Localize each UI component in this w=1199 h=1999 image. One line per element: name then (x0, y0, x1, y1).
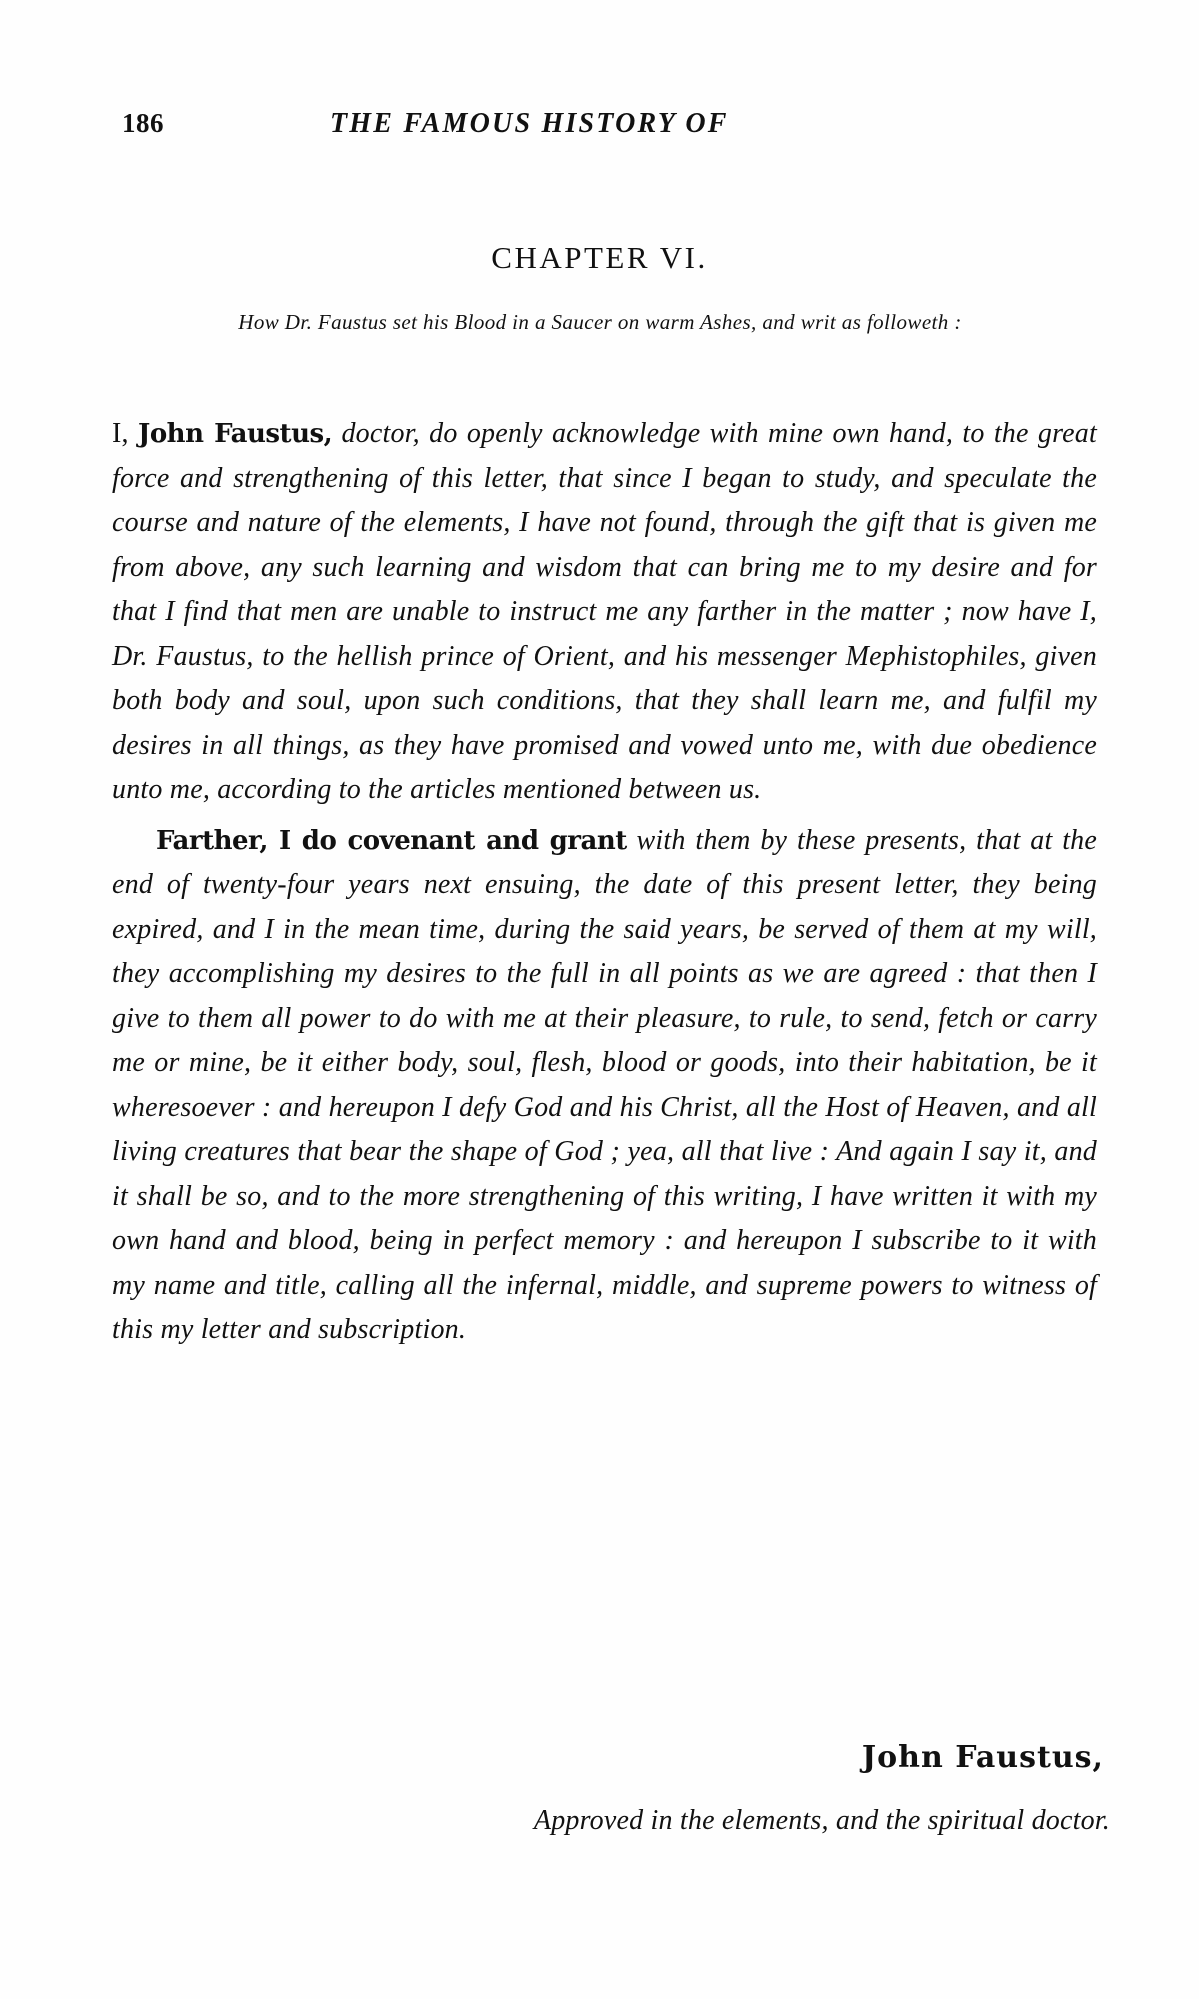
signature-approved: Approved in the elements, and the spiritual doctor. (533, 1805, 1110, 1836)
paragraph-1-lead-roman: I, (112, 418, 129, 449)
paragraph-1-text: doctor, do openly acknowledge with mine own hand, to the great force and strengthening of this letter, that since I began to study, and speculate the course and nature of the elements, I have not found, through the gift that is given me from above, any such learning and wisdom that can bring me to my desire and for that I find that men are unable to instruct me any farther in the matter ; now have I, Dr. Faustus, to the hellish prince of Orient, and his messenger Mephistophiles, given both body and soul, upon such conditions, that they shall learn me, and fulfil my desires in all things, as they have promised and vowed unto me, with due obedience unto me, according to the articles mentioned between us. (112, 418, 1097, 805)
paragraph-2-lead-gothic: Farther, I do covenant and grant (156, 825, 627, 856)
paragraph-2-text: with them by these presents, that at the end of twenty-four years next ensuing, the date of this present letter, they being expired, and I in the mean time, during the said years, be served of them at my will, they accomplishing my desires to the full in all points as we are agreed : that then I give to them all power to do with me at their pleasure, to rule, to send, fetch or carry me or mine, be it either body, soul, flesh, blood or goods, into their habitation, be it wheresoever : and hereupon I defy God and his Christ, all the Host of Heaven, and all living creatures that bear the shape of God ; yea, all that live : And again I say it, and it shall be so, and to the more strengthening of this writing, I have written it with my own hand and blood, being in perfect memory : and hereupon I subscribe to it with my name and title, calling all the infernal, middle, and supreme powers to witness of this my letter and subscription. (112, 824, 1098, 1345)
chapter-subtitle: How Dr. Faustus set his Blood in a Saucer on warm Ashes, and writ as followeth : (238, 310, 962, 334)
paragraph-2 (112, 819, 1097, 1353)
paragraph-1-lead-gothic: John Faustus, (138, 419, 333, 449)
running-head (0, 108, 1199, 148)
paragraph-1 (112, 412, 1097, 813)
signature-name: John Faustus, (861, 1740, 1104, 1775)
running-title: THE FAMOUS HISTORY OF (330, 108, 729, 139)
body-text (112, 412, 1097, 1353)
page-number: 186 (122, 108, 164, 138)
chapter-title: CHAPTER VI. (491, 240, 708, 275)
